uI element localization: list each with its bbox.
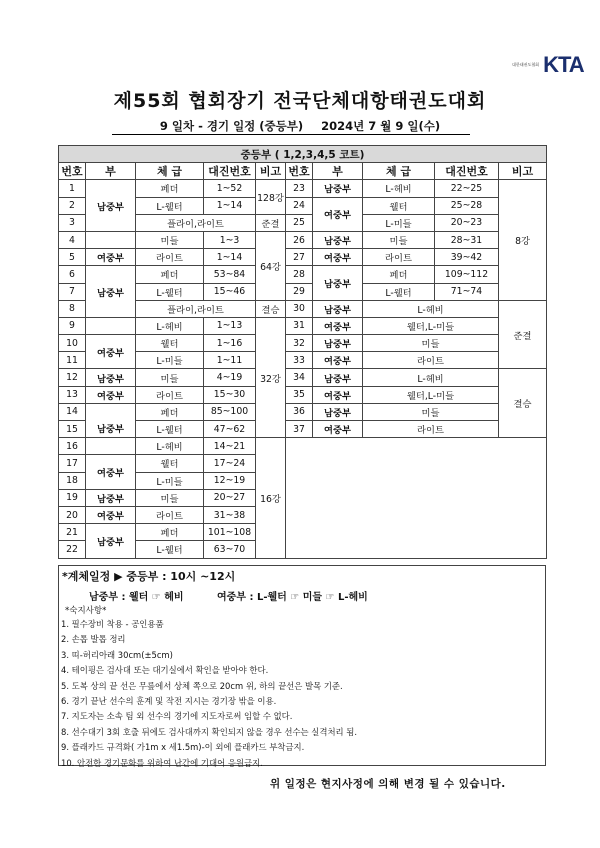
bracket-range: 31~38 xyxy=(204,506,256,523)
bracket-range: 109~112 xyxy=(435,266,499,283)
weight-class: L-웰터 xyxy=(136,421,204,438)
bracket-range: 4~19 xyxy=(204,369,256,386)
weight-class: 미들 xyxy=(363,403,499,420)
match-number: 28 xyxy=(286,266,313,283)
weight-class: L-헤비 xyxy=(363,180,435,197)
round-note: 결승 xyxy=(256,300,286,317)
match-number: 12 xyxy=(59,369,86,386)
weight-class: 웰터,L-미들 xyxy=(363,317,499,334)
bracket-range: 1~52 xyxy=(204,180,256,197)
col-header: 체 급 xyxy=(363,163,435,180)
bracket-range: 17~24 xyxy=(204,455,256,472)
round-note: 16강 xyxy=(256,438,286,558)
match-number: 36 xyxy=(286,403,313,420)
list-item: 9. 플래카드 규격화( 가1m x 세1.5m)-이 외에 플래카드 부착금지. xyxy=(61,742,305,753)
col-header: 부 xyxy=(86,163,136,180)
division-cell: 남중부 xyxy=(86,266,136,318)
weight-class: L-웰터 xyxy=(363,283,435,300)
match-number: 25 xyxy=(286,214,313,231)
table-row xyxy=(59,403,547,420)
bracket-range: 22~25 xyxy=(435,180,499,197)
table-row xyxy=(59,438,547,455)
bracket-range: 14~21 xyxy=(204,438,256,455)
col-header: 비고 xyxy=(499,163,547,180)
weight-class: 라이트 xyxy=(363,352,499,369)
list-item: 10. 안전한 경기문화를 위하여 난간에 기대어 응원금지. xyxy=(61,757,263,768)
table-row xyxy=(59,386,547,403)
bracket-range: 53~84 xyxy=(204,266,256,283)
weight-class: 페더 xyxy=(136,266,204,283)
col-header: 대진번호 xyxy=(435,163,499,180)
schedule-table xyxy=(58,145,547,559)
division-cell: 여중부 xyxy=(86,386,136,403)
division-cell: 남중부 xyxy=(86,489,136,506)
division-cell: 여중부 xyxy=(313,317,363,334)
column-header-row xyxy=(59,163,547,180)
page-subtitle xyxy=(0,118,600,134)
match-number: 14 xyxy=(59,403,86,420)
bracket-range: 1~16 xyxy=(204,335,256,352)
match-number: 19 xyxy=(59,489,86,506)
list-item: 5. 도복 상의 끝 선은 무릎에서 상체 쪽으로 20cm 위, 하의 끝선은 발목 기준. xyxy=(61,680,343,691)
division-cell: 남중부 xyxy=(313,300,363,317)
weight-class: 페더 xyxy=(136,180,204,197)
match-number: 9 xyxy=(59,317,86,334)
match-number: 32 xyxy=(286,335,313,352)
match-number: 30 xyxy=(286,300,313,317)
match-number: 17 xyxy=(59,455,86,472)
col-header: 대진번호 xyxy=(204,163,256,180)
table-row xyxy=(59,180,547,197)
logo-org-text: 대한태권도협회 xyxy=(512,62,540,67)
round-note: 8강 xyxy=(499,180,547,300)
division-cell: 남중부 xyxy=(313,369,363,386)
weight-class: L-웰터 xyxy=(136,283,204,300)
match-number: 20 xyxy=(59,506,86,523)
match-number: 11 xyxy=(59,352,86,369)
match-number: 16 xyxy=(59,438,86,455)
weight-class: L-미들 xyxy=(136,472,204,489)
subtitle-underline xyxy=(112,134,470,135)
bracket-range: 25~28 xyxy=(435,197,499,214)
bracket-range: 28~31 xyxy=(435,231,499,248)
round-note: 128강 xyxy=(256,180,286,214)
match-number: 7 xyxy=(59,283,86,300)
round-note: 64강 xyxy=(256,231,286,300)
division-cell: 남중부 xyxy=(313,180,363,197)
weight-class: 페더 xyxy=(136,524,204,541)
match-number: 33 xyxy=(286,352,313,369)
division-cell: 여중부 xyxy=(86,249,136,266)
weight-class: 라이트 xyxy=(136,506,204,523)
bracket-range: 15~30 xyxy=(204,386,256,403)
division-cell: 남중부 xyxy=(313,335,363,352)
match-number: 34 xyxy=(286,369,313,386)
list-item: 8. 선수대기 3회 호출 뒤에도 검사대까지 확인되지 않을 경우 선수는 실격처리 됨. xyxy=(61,726,358,737)
bracket-range: 39~42 xyxy=(435,249,499,266)
weight-class: 웰터 xyxy=(136,455,204,472)
bracket-range: 1~3 xyxy=(204,231,256,248)
match-number: 8 xyxy=(59,300,86,317)
division-cell: 여중부 xyxy=(86,455,136,489)
match-number: 35 xyxy=(286,386,313,403)
list-item: 2. 손톱 발톱 정리 xyxy=(61,634,126,645)
col-header: 부 xyxy=(313,163,363,180)
match-number: 29 xyxy=(286,283,313,300)
division-cell: 남중부 xyxy=(86,403,136,437)
bracket-range: 63~70 xyxy=(204,541,256,558)
weight-class: 플라이,라이트 xyxy=(136,300,256,317)
bracket-range: 47~62 xyxy=(204,421,256,438)
table-header: 중등부 ( 1,2,3,4,5 코트) xyxy=(59,146,547,163)
division-cell: 남중부 xyxy=(313,403,363,420)
weight-class: L-웰터 xyxy=(136,197,204,214)
match-number: 6 xyxy=(59,266,86,283)
weigh-in-order xyxy=(89,588,398,603)
bracket-range: 71~74 xyxy=(435,283,499,300)
division-cell: 남중부 xyxy=(86,180,136,232)
match-number: 15 xyxy=(59,421,86,438)
weight-class: L-미들 xyxy=(363,214,435,231)
table-row xyxy=(59,369,547,386)
notes-box xyxy=(58,565,546,766)
bracket-range: 20~23 xyxy=(435,214,499,231)
table-row xyxy=(59,249,547,266)
match-number: 10 xyxy=(59,335,86,352)
page-title: 제55회 협회장기 전국단체대항태권도대회 xyxy=(113,90,487,112)
weight-class: L-헤비 xyxy=(136,317,204,334)
table-row xyxy=(59,266,547,283)
match-number: 31 xyxy=(286,317,313,334)
table-row xyxy=(59,231,547,248)
match-number: 26 xyxy=(286,231,313,248)
table-row xyxy=(59,335,547,352)
weight-class: 라이트 xyxy=(136,249,204,266)
weigh-in-schedule: *계체일정 ▶ 중등부 : 10시 ~12시 xyxy=(62,570,236,583)
weight-class: L-미들 xyxy=(136,352,204,369)
match-number: 1 xyxy=(59,180,86,197)
division-cell xyxy=(86,231,136,248)
attention-heading: *숙지사항* xyxy=(65,606,107,616)
division-cell: 여중부 xyxy=(86,335,136,369)
bracket-range: 20~27 xyxy=(204,489,256,506)
bracket-range: 15~46 xyxy=(204,283,256,300)
division-cell: 남중부 xyxy=(86,524,136,558)
weight-class: 미들 xyxy=(363,231,435,248)
division-cell: 여중부 xyxy=(313,197,363,231)
list-item: 4. 테이핑은 검사대 또는 대기실에서 확인을 받아야 한다. xyxy=(61,665,269,676)
kta-logo xyxy=(512,52,584,78)
empty-area xyxy=(286,438,547,558)
match-number: 24 xyxy=(286,197,313,214)
table-row xyxy=(59,317,547,334)
weight-class: 라이트 xyxy=(363,421,499,438)
match-number: 4 xyxy=(59,231,86,248)
round-note: 결승 xyxy=(499,369,547,438)
bracket-range: 1~13 xyxy=(204,317,256,334)
match-number: 13 xyxy=(59,386,86,403)
match-number: 23 xyxy=(286,180,313,197)
col-header: 번호 xyxy=(286,163,313,180)
match-number: 2 xyxy=(59,197,86,214)
bracket-range: 1~11 xyxy=(204,352,256,369)
boys-order: 남중부 : 웰터 ☞ 헤비 xyxy=(89,592,184,603)
match-number: 5 xyxy=(59,249,86,266)
match-number: 21 xyxy=(59,524,86,541)
round-note: 준결 xyxy=(256,214,286,231)
division-cell: 여중부 xyxy=(86,506,136,523)
bracket-range: 85~100 xyxy=(204,403,256,420)
logo-mark: KTA xyxy=(543,52,584,77)
bracket-range: 1~14 xyxy=(204,249,256,266)
weight-class: 미들 xyxy=(136,489,204,506)
bracket-range: 101~108 xyxy=(204,524,256,541)
list-item: 6. 경기 끝난 선수의 훈계 및 작전 지시는 경기장 밖을 이용. xyxy=(61,695,277,706)
match-number: 22 xyxy=(59,541,86,558)
rules-list xyxy=(59,617,357,771)
weight-class: L-웰터 xyxy=(136,541,204,558)
weight-class: 페더 xyxy=(136,403,204,420)
girls-order: 여중부 : L-웰터 ☞ 미들 ☞ L-헤비 xyxy=(217,592,368,603)
list-item: 3. 띠-허리아래 30cm(±5cm) xyxy=(61,649,173,660)
list-item: 7. 지도자는 소속 팀 외 선수의 경기에 지도자로써 임할 수 없다. xyxy=(61,711,293,722)
division-cell: 남중부 xyxy=(313,266,363,300)
weight-class: L-헤비 xyxy=(136,438,204,455)
weight-class: 미들 xyxy=(363,335,499,352)
weight-class: 라이트 xyxy=(136,386,204,403)
bracket-range: 12~19 xyxy=(204,472,256,489)
col-header: 체 급 xyxy=(136,163,204,180)
weight-class: L-헤비 xyxy=(363,300,499,317)
match-number: 18 xyxy=(59,472,86,489)
division-cell: 여중부 xyxy=(313,352,363,369)
list-item: 1. 필수장비 착용 - 공인용품 xyxy=(61,619,164,629)
division-cell xyxy=(86,317,136,334)
weight-class: L-헤비 xyxy=(363,369,499,386)
round-note: 32강 xyxy=(256,317,286,437)
division-cell: 남중부 xyxy=(86,369,136,386)
bracket-range: 1~14 xyxy=(204,197,256,214)
weight-class: 미들 xyxy=(136,231,204,248)
col-header: 번호 xyxy=(59,163,86,180)
division-cell: 남중부 xyxy=(313,231,363,248)
match-number: 37 xyxy=(286,421,313,438)
weight-class: 플라이,라이트 xyxy=(136,214,256,231)
division-cell: 여중부 xyxy=(313,249,363,266)
weight-class: 페더 xyxy=(363,266,435,283)
subtitle-date: 2024년 7 월 9 일(수) xyxy=(321,119,441,133)
col-header: 비고 xyxy=(256,163,286,180)
weight-class: 웰터,L-미들 xyxy=(363,386,499,403)
weight-class: 라이트 xyxy=(363,249,435,266)
round-note: 준결 xyxy=(499,300,547,369)
weight-class: 웰터 xyxy=(136,335,204,352)
match-number: 3 xyxy=(59,214,86,231)
division-cell: 여중부 xyxy=(313,421,363,438)
weight-class: 웰터 xyxy=(363,197,435,214)
division-cell: 여중부 xyxy=(313,386,363,403)
weight-class: 미들 xyxy=(136,369,204,386)
footer-note: 위 일정은 현지사정에 의해 변경 될 수 있습니다. xyxy=(270,778,506,790)
subtitle-text: 9 일차 - 경기 일정 (중등부) xyxy=(159,119,304,133)
division-cell xyxy=(86,438,136,455)
match-number: 27 xyxy=(286,249,313,266)
